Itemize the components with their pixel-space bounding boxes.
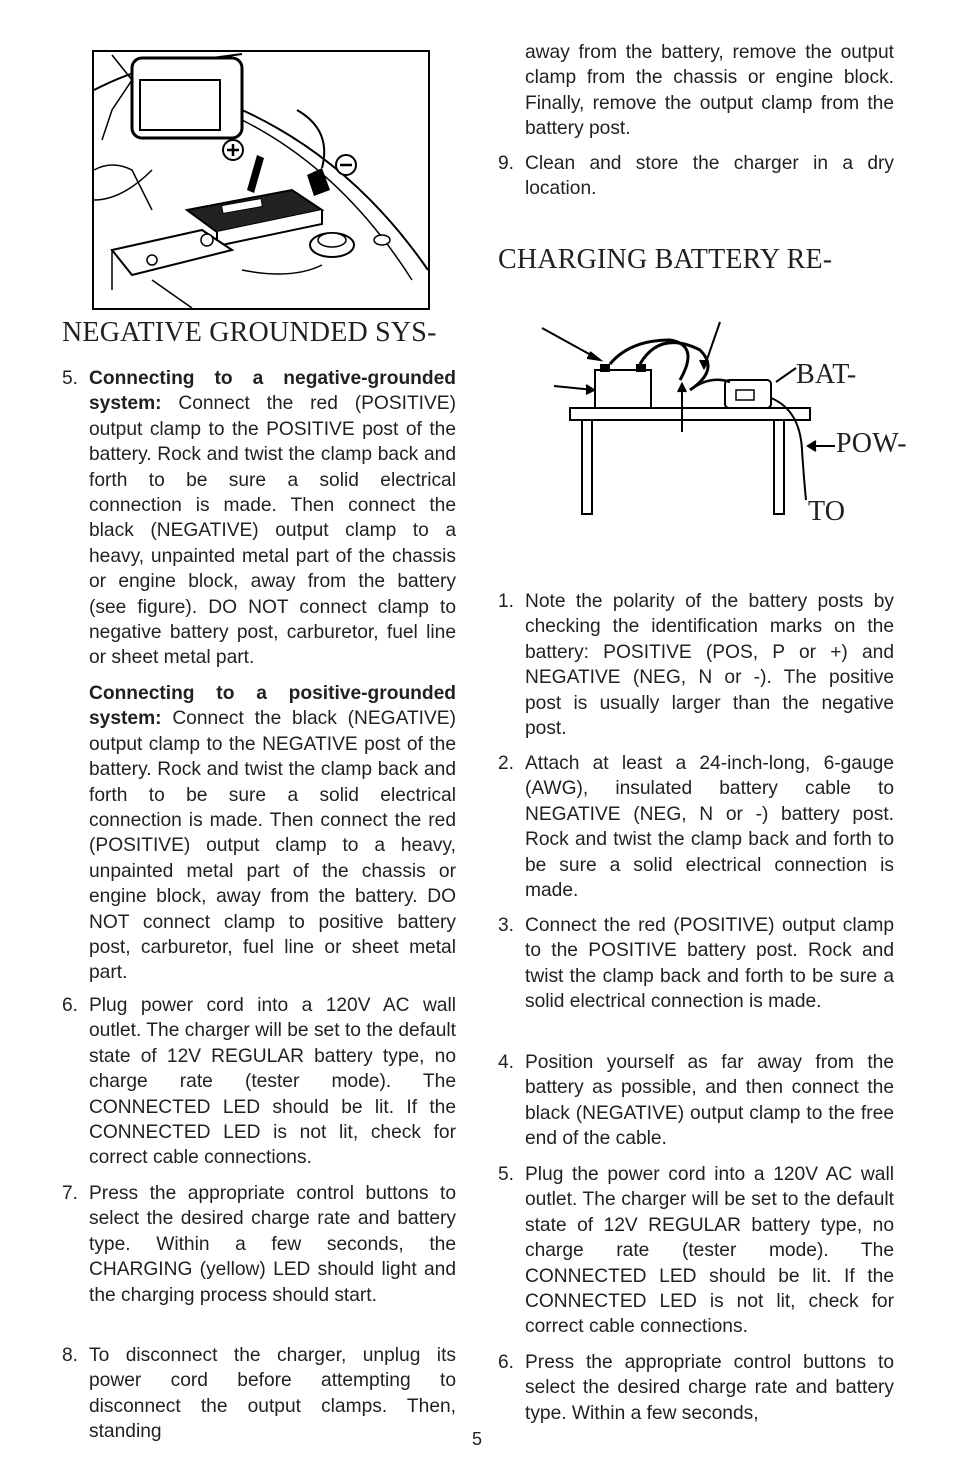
positive-grounded-label: Connecting to a positive-grounded system: <box>89 682 456 730</box>
list-item-left-6 <box>62 993 456 1171</box>
list-item-right-5 <box>498 1162 894 1340</box>
negative-grounded-label: Connecting to a negative-grounded system: <box>89 368 456 415</box>
item-text: Plug power cord into a 120V AC wall outlet. The charger will be set to the default state of 12V REGULAR battery type, no charge rate (tester mode). The CONNECTED LED should be lit. If the CONNECTED LED is not lit, check for correct cable connections. <box>89 995 456 1169</box>
list-item-left-5 <box>62 366 456 986</box>
page-number: 5 <box>471 1429 482 1449</box>
item-text: Position yourself as far away from the battery as possible, and then connect the black (NEGATIVE) output clamp to the free end of the cable. <box>525 1052 894 1150</box>
continued-paragraph: away from the battery, remove the output clamp from the chassis or engine block. Finally, remove the output clamp from the battery post. <box>525 42 894 140</box>
charging-setup-figure <box>540 320 920 530</box>
item-number: 3. <box>498 915 515 936</box>
positive-grounded-text: Connect the black (NEGATIVE) output clamp to the NEGATIVE post of the battery. Rock and twist the clamp back and forth to be sure a solid electrical connection is made. Then connect the red (POSITIVE) output clamp to a heavy, unpainted metal part of the chassis or engine block, away from the battery. DO NOT connect clamp to positive battery post, carburetor, fuel line or sheet metal part. <box>89 708 456 984</box>
item-text: To disconnect the charger, unplug its power cord before attempting to disconnect the output clamps. Then, standing <box>89 1345 456 1443</box>
item-text: Plug the power cord into a 120V AC wall outlet. The charger will be set to the default state of 12V REGULAR battery type, no charge rate (tester mode). The CONNECTED LED should be lit. If the CONNECTED LED is not lit, check for correct cable connections. <box>525 1164 894 1338</box>
item-number: 6. <box>62 995 79 1016</box>
item-number: 2. <box>498 753 515 774</box>
item-text: Attach at least a 24-inch-long, 6-gauge (AWG), insulated battery cable to NEGATIVE (NEG, N or -) battery post. Rock and twist the clamp back and forth to be sure a solid electrical connection is made. <box>525 753 894 902</box>
figure-label-to: TO <box>808 496 846 527</box>
figure-label-bat: BAT- <box>796 359 857 390</box>
list-item-left-7 <box>62 1181 456 1308</box>
item-number: 1. <box>498 591 515 612</box>
item-number: 8. <box>62 1345 79 1366</box>
engine-bay-illustration <box>92 50 430 310</box>
negative-grounded-text: Connect the red (POSITIVE) output clamp to the POSITIVE post of the battery. Rock and twist the clamp back and forth to be sure a solid electrical connection is made. Then connect the black (NEGATIVE) output clamp to a heavy, unpainted metal part of the chassis or engine block, away from the battery (see figure). DO NOT connect clamp to negative battery post, carburetor, fuel line or sheet metal part. <box>89 393 456 669</box>
item-number: 6. <box>498 1352 515 1373</box>
list-item-right-1 <box>498 589 894 741</box>
list-item-right-2 <box>498 751 894 903</box>
item-text: Press the appropriate control buttons to select the desired charge rate and battery type. Within a few seconds, the CHARGING (yellow) LED should light and the charging process should start. <box>89 1183 456 1306</box>
charging-battery-heading: CHARGING BATTERY RE- <box>498 244 833 275</box>
item-number: 4. <box>498 1052 515 1073</box>
list-item-right-9 <box>498 151 894 202</box>
item-text: Clean and store the charger in a dry location. <box>525 153 894 200</box>
engine-bay-figure <box>92 50 430 310</box>
list-item-right-6 <box>498 1350 894 1426</box>
figure-label-pow: POW- <box>836 428 907 459</box>
list-item-right-4 <box>498 1050 894 1152</box>
negative-grounded-heading: NEGATIVE GROUNDED SYS- <box>62 317 437 348</box>
item-number: 5. <box>498 1164 515 1185</box>
item-text: Note the polarity of the battery posts by checking the identification marks on the battery: POSITIVE (POS, P or +) and NEGATIVE (NEG, N or -). The positive post is usually larger than the negative post. <box>525 591 894 740</box>
item-text: Press the appropriate control buttons to select the desired charge rate and battery type. Within a few seconds, <box>525 1352 894 1424</box>
item-text <box>89 366 456 986</box>
item-text: Connect the red (POSITIVE) output clamp to the POSITIVE battery post. Rock and twist the clamp back and forth to be sure a solid electrical connection is made. <box>525 915 894 1013</box>
item-number: 5. <box>62 368 79 389</box>
item-number: 9. <box>498 153 515 174</box>
item-number: 7. <box>62 1183 79 1204</box>
charging-setup-illustration <box>540 320 920 530</box>
list-item-right-3 <box>498 913 894 1015</box>
